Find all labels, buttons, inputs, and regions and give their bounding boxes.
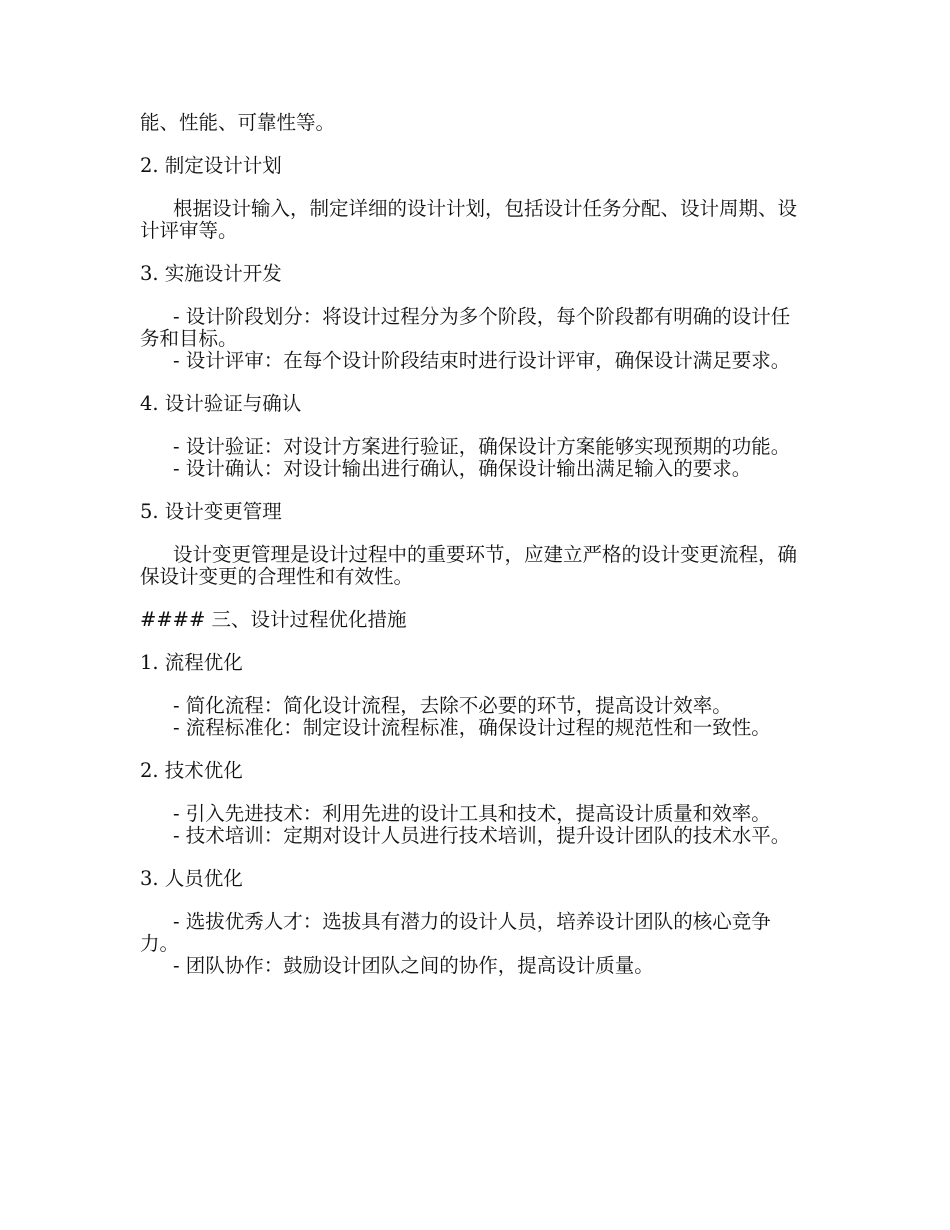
section-heading: 4. 设计验证与确认 [140, 392, 302, 415]
section-heading: 1. 流程优化 [140, 651, 243, 674]
list-item: - 设计验证：对设计方案进行验证，确保设计方案能够实现预期的功能。 [173, 435, 791, 458]
list-item: - 简化流程：简化设计流程，去除不必要的环节，提高设计效率。 [173, 694, 732, 717]
section-heading: 3. 实施设计开发 [140, 262, 282, 285]
list-item: - 流程标准化：制定设计流程标准，确保设计过程的规范性和一致性。 [173, 716, 771, 739]
section-heading: 5. 设计变更管理 [140, 500, 282, 523]
list-item: - 设计评审：在每个设计阶段结束时进行设计评审，确保设计满足要求。 [173, 349, 791, 372]
list-item: - 选拔优秀人才：选拔具有潜力的设计人员，培养设计团队的核心竞争力。 [140, 910, 771, 955]
chapter-heading: #### 三、设计过程优化措施 [140, 608, 407, 631]
bullet-list [140, 436, 804, 480]
bullet-list [140, 306, 804, 372]
paragraph: 根据设计输入，制定详细的设计计划，包括设计任务分配、设计周期、设计评审等。 [140, 197, 798, 242]
paragraph: 设计变更管理是设计过程中的重要环节，应建立严格的设计变更流程，确保设计变更的合理性和有效性。 [140, 543, 798, 588]
section-heading: 2. 制定设计计划 [140, 154, 282, 177]
list-item: - 团队协作：鼓励设计团队之间的协作，提高设计质量。 [173, 954, 654, 977]
bullet-list [140, 803, 804, 847]
bullet-list [140, 911, 804, 977]
section-heading: 3. 人员优化 [140, 867, 243, 890]
document-page [140, 112, 804, 977]
bullet-list [140, 695, 804, 739]
list-item: - 技术培训：定期对设计人员进行技术培训，提升设计团队的技术水平。 [173, 824, 791, 847]
section-heading: 2. 技术优化 [140, 759, 243, 782]
list-item: - 设计确认：对设计输出进行确认，确保设计输出满足输入的要求。 [173, 457, 752, 480]
list-item: - 引入先进技术：利用先进的设计工具和技术，提高设计质量和效率。 [173, 802, 771, 825]
list-item: - 设计阶段划分：将设计过程分为多个阶段，每个阶段都有明确的设计任务和目标。 [140, 305, 791, 350]
paragraph: 能、性能、可靠性等。 [140, 111, 336, 134]
